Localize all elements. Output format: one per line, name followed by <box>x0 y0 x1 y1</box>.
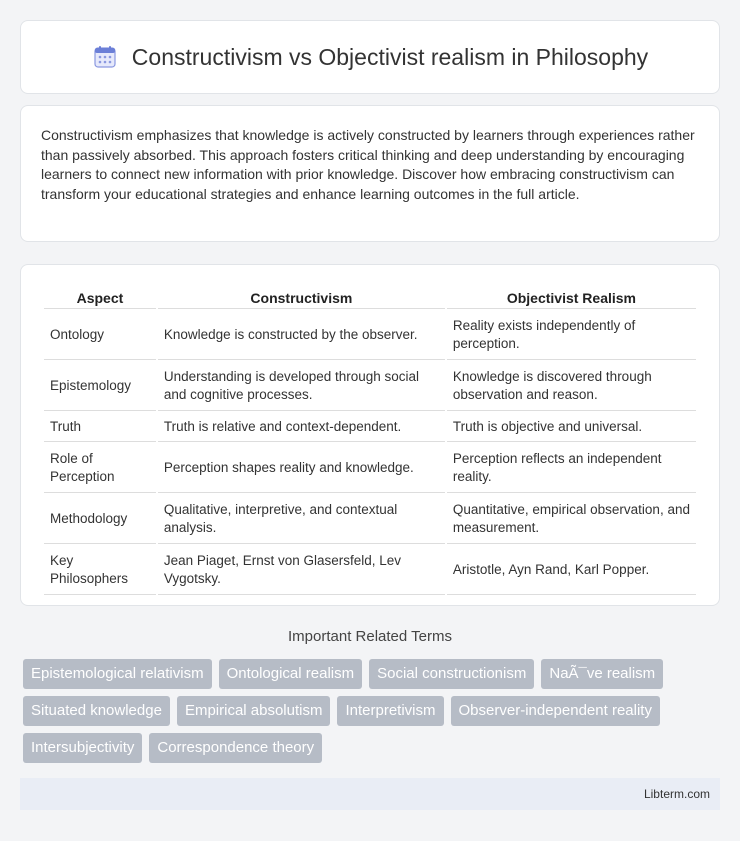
table-row <box>44 311 696 360</box>
table-row <box>44 495 696 544</box>
related-term-tag[interactable]: Ontological realism <box>219 659 363 689</box>
related-term-tag[interactable]: Empirical absolutism <box>177 696 331 726</box>
related-term-tag[interactable]: Situated knowledge <box>23 696 170 726</box>
related-term-tag[interactable]: Correspondence theory <box>149 733 322 763</box>
row-aspect: Key Philosophers <box>44 546 156 595</box>
footer-site-link[interactable]: Libterm.com <box>643 787 710 801</box>
row-constructivism: Truth is relative and context-dependent. <box>158 413 445 442</box>
footer <box>20 778 720 810</box>
table-row <box>44 362 696 411</box>
related-terms-heading: Important Related Terms <box>288 628 452 645</box>
related-terms-list <box>23 659 723 763</box>
header-card <box>20 20 720 94</box>
table-row <box>44 413 696 442</box>
page-title: Constructivism vs Objectivist realism in Philosophy <box>131 43 649 70</box>
row-objectivist-realism: Truth is objective and universal. <box>447 413 696 442</box>
related-term-tag[interactable]: Intersubjectivity <box>23 733 142 763</box>
related-term-tag[interactable]: NaÃ¯ve realism <box>541 659 663 689</box>
table-row <box>44 546 696 595</box>
row-constructivism: Perception shapes reality and knowledge. <box>158 444 445 493</box>
calendar-icon <box>92 44 118 70</box>
related-term-tag[interactable]: Social constructionism <box>369 659 534 689</box>
row-objectivist-realism: Quantitative, empirical observation, and measurement. <box>447 495 696 544</box>
related-term-tag[interactable]: Interpretivism <box>337 696 443 726</box>
related-term-tag[interactable]: Observer-independent reality <box>451 696 660 726</box>
row-aspect: Methodology <box>44 495 156 544</box>
row-objectivist-realism: Reality exists independently of perception. <box>447 311 696 360</box>
row-constructivism: Jean Piaget, Ernst von Glasersfeld, Lev Vygotsky. <box>158 546 445 595</box>
table-row <box>44 444 696 493</box>
header-aspect: Aspect <box>44 287 156 309</box>
header-objectivist-realism: Objectivist Realism <box>447 287 696 309</box>
table-header-row <box>44 287 696 309</box>
row-constructivism: Knowledge is constructed by the observer. <box>158 311 445 360</box>
row-constructivism: Qualitative, interpretive, and contextual analysis. <box>158 495 445 544</box>
comparison-table-card <box>20 264 720 606</box>
row-aspect: Truth <box>44 413 156 442</box>
row-constructivism: Understanding is developed through social and cognitive processes. <box>158 362 445 411</box>
intro-paragraph: Constructivism emphasizes that knowledge is actively constructed by learners through experiences rather than passively absorbed. This approach fosters critical thinking and deep understanding by encouraging learners to connect new information with prior knowledge. Discover how embracing constructivism can transform your educational strategies and enhance learning outcomes in the full article. <box>41 127 695 202</box>
row-aspect: Ontology <box>44 311 156 360</box>
related-term-tag[interactable]: Epistemological relativism <box>23 659 212 689</box>
row-aspect: Role of Perception <box>44 444 156 493</box>
row-objectivist-realism: Knowledge is discovered through observation and reason. <box>447 362 696 411</box>
header-constructivism: Constructivism <box>158 287 445 309</box>
row-aspect: Epistemology <box>44 362 156 411</box>
intro-card <box>20 105 720 242</box>
row-objectivist-realism: Perception reflects an independent reality. <box>447 444 696 493</box>
comparison-table <box>42 285 698 597</box>
row-objectivist-realism: Aristotle, Ayn Rand, Karl Popper. <box>447 546 696 595</box>
